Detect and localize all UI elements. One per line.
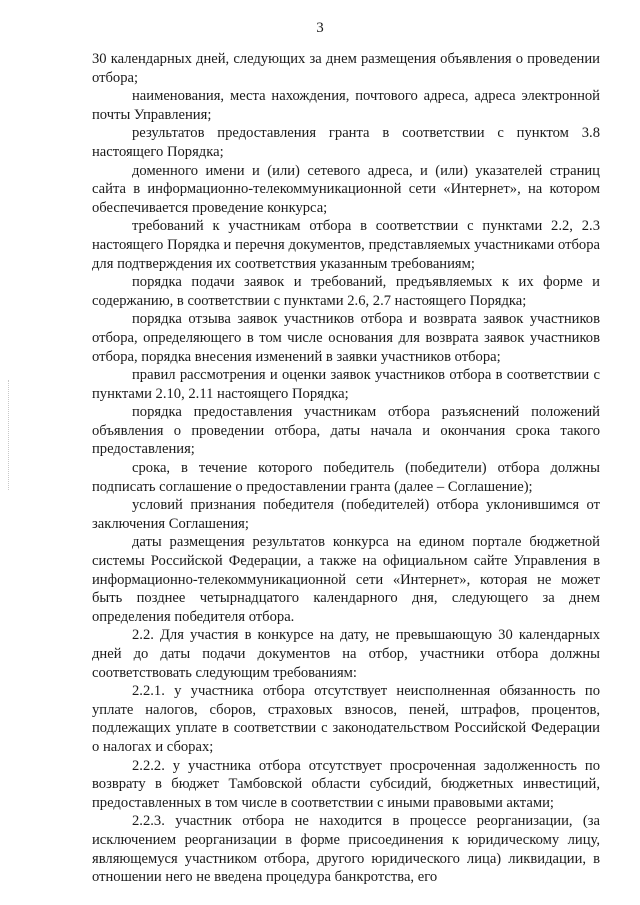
paragraph: условий признания победителя (победителей) отбора уклонившимся от заключения Соглашения; bbox=[92, 497, 600, 532]
paragraph: 30 календарных дней, следующих за днем размещения объявления о проведении отбора; bbox=[92, 51, 600, 86]
paragraph: правил рассмотрения и оценки заявок участников отбора в соответствии с пунктами 2.10, 2.11 настоящего Порядка; bbox=[92, 367, 600, 402]
paragraph: доменного имени и (или) сетевого адреса, и (или) указателей страниц сайта в информационно-телекоммуникационной сети «Интернет», на котором обеспечивается проведение конкурса; bbox=[92, 162, 600, 216]
paragraph: требований к участникам отбора в соответствии с пунктами 2.2, 2.3 настоящего Порядка и перечня документов, представляемых участниками отбора для подтверждения их соответствия указанным требованиям; bbox=[92, 218, 600, 272]
paragraph: порядка подачи заявок и требований, предъявляемых к их форме и содержанию, в соответствии с пунктами 2.6, 2.7 настоящего Порядка; bbox=[92, 274, 600, 309]
document-body bbox=[92, 50, 600, 887]
paragraph: порядка предоставления участникам отбора разъяснений положений объявления о проведении отбора, даты начала и окончания срока такого предоставления; bbox=[92, 404, 600, 458]
paragraph: порядка отзыва заявок участников отбора и возврата заявок участников отбора, определяющего в том числе основания для возврата заявок участников отбора, порядка внесения изменений в заявки участников отбора; bbox=[92, 311, 600, 365]
paragraph: 2.2. Для участия в конкурсе на дату, не превышающую 30 календарных дней до даты подачи документов на отбор, участники отбора должны соответствовать следующим требованиям: bbox=[92, 627, 600, 681]
margin-mark bbox=[8, 380, 15, 490]
paragraph: 2.2.1. у участника отбора отсутствует неисполненная обязанность по уплате налогов, сборов, страховых взносов, пеней, штрафов, процентов, подлежащих уплате в соответствии с законодательством Российской Федерации о налогах и сборах; bbox=[92, 683, 600, 755]
page-number: 3 bbox=[316, 20, 324, 36]
paragraph: срока, в течение которого победитель (победители) отбора должны подписать соглашение о предоставлении гранта (далее – Соглашение); bbox=[92, 460, 600, 495]
paragraph: даты размещения результатов конкурса на едином портале бюджетной системы Российской Федерации, а также на официальном сайте Управления в информационно-телекоммуникационной сети «Интернет», которая не может быть позднее четырнадцатого календарного дня, следующего за днем определения победителя отбора. bbox=[92, 534, 600, 625]
paragraph: наименования, места нахождения, почтового адреса, адреса электронной почты Управления; bbox=[92, 88, 600, 123]
paragraph: 2.2.2. у участника отбора отсутствует просроченная задолженность по возврату в бюджет Тамбовской области субсидий, бюджетных инвестиций, предоставленных в том числе в соответствии с иными правовыми актами; bbox=[92, 757, 600, 811]
paragraph: 2.2.3. участник отбора не находится в процессе реорганизации, (за исключением реорганизации в форме присоединения к юридическому лицу, являющемуся участником отбора, другого юридического лица) ликвидации, в отношении него не введена процедура банкротства, его bbox=[92, 813, 600, 886]
paragraph: результатов предоставления гранта в соответствии с пунктом 3.8 настоящего Порядка; bbox=[92, 125, 600, 160]
